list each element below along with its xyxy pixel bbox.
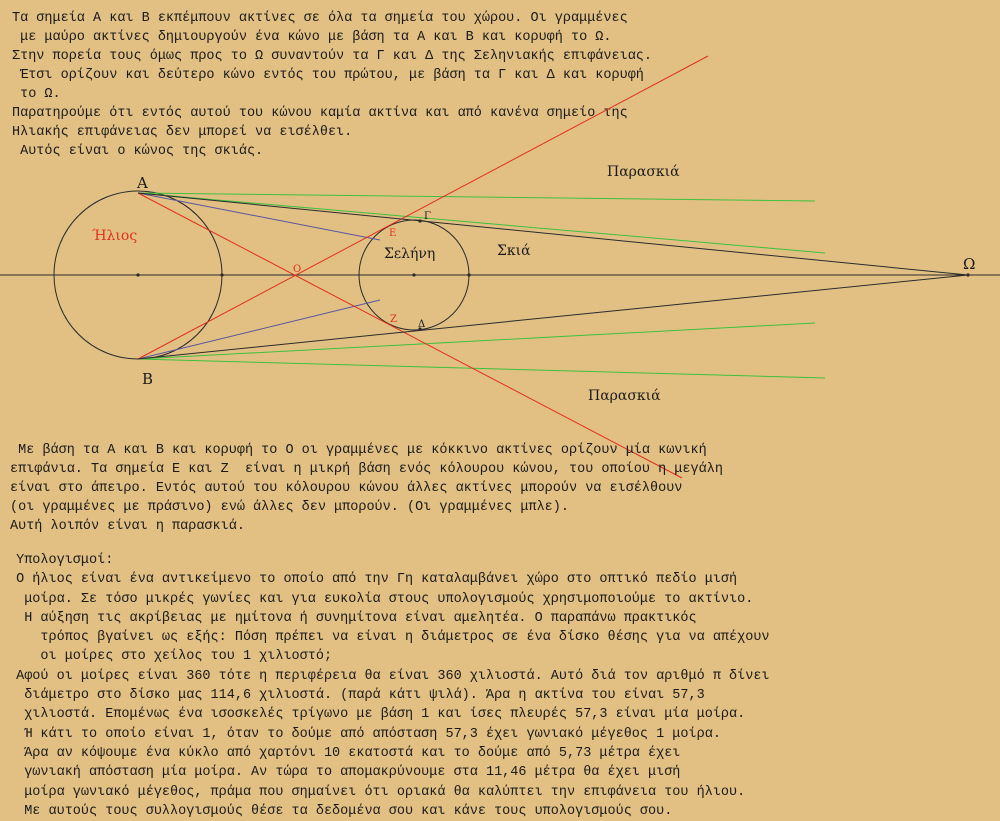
point-center-moon xyxy=(412,273,415,276)
red-ray-b xyxy=(138,56,708,359)
label-penumbra-top: Παρασκιά xyxy=(607,164,680,180)
point-moon-edge xyxy=(467,273,470,276)
label-delta: Δ xyxy=(418,319,426,330)
point-sun-edge xyxy=(220,273,223,276)
black-ray-bottom xyxy=(138,275,968,359)
green-ray-bottom xyxy=(138,323,815,359)
label-E: Ε xyxy=(389,228,397,239)
point-omega xyxy=(966,273,969,276)
label-A: Α xyxy=(137,174,148,192)
label-gamma: Γ xyxy=(424,211,431,222)
point-gamma xyxy=(418,219,421,222)
green-ray-upper xyxy=(138,193,825,253)
label-omega: Ω xyxy=(963,255,976,273)
label-moon: Σελήνη xyxy=(384,246,436,262)
label-O: Ο xyxy=(293,264,302,275)
calculations-paragraph: Υπολογισμοί: Ο ήλιος είναι ένα αντικείμενο το οποίο από την Γη καταλαμβάνει χώρο στο οπτικό πεδίο μισή μοίρα. Σε τόσο μικρές γωνίες και για ευκολία στους υπολογισμούς χρησιμοποιούμε το ακτίνιο. Η αύξηση τις ακρίβειας με ημίτονα ή συνημίτονα είναι αμελητέα. Ο παραπάνω πρακτικός τρόπος βγαίνει ως εξής: Πόση πρέπει να είναι η διάμετρος σε ένα δίσκο θέσης για να απέχουν οι μοίρες στο χείλος του 1 χιλιοστό; Αφού οι μοίρες είναι 360 τότε η περιφέρεια θα είναι 360 χιλιοστά. Αυτό διά τον αριθμό π δίνει διάμετρο στο δίσκο μας 114,6 χιλιοστά. (παρά κάτι ψιλά). Άρα η ακτίνα του είναι 57,3 χιλιοστά. Επομένως ένα ισοσκελές τρίγωνο με βάση 1 και ίσες πλευρές 57,3 είναι μία μοίρα. Ή κάτι το οποίο είναι 1, όταν το δούμε από απόσταση 57,3 έχει γωνιακό μέγεθος 1 μοίρα. Άρα αν κόψουμε ένα κύκλο από χαρτόνι 10 εκατοστά και το δούμε από 5,73 μέτρα έχει γωνιακή απόσταση μία μοίρα. Αν τώρα το απομακρύνουμε στα 11,46 μέτρα θα έχει μισή μοίρα γωνιακό μέγεθος, πράμα που σημαίνει ότι οριακά θα καλύπτει την επιφάνεια του ήλιου. Με αυτούς τους συλλογισμούς θέσε τα δεδομένα σου και κάνε τους υπολογισμούς σου. xyxy=(16,553,770,819)
green-ray-top xyxy=(138,193,815,201)
blue-ray-bottom xyxy=(138,300,380,359)
red-ray-a xyxy=(138,193,682,478)
label-umbra: Σκιά xyxy=(497,243,531,259)
blue-ray-top xyxy=(138,193,380,240)
label-penumbra-bottom: Παρασκιά xyxy=(588,388,661,404)
label-sun: Ήλιος xyxy=(92,228,138,244)
green-ray-lower xyxy=(138,359,825,378)
label-B: Β xyxy=(142,370,154,388)
black-ray-top xyxy=(138,193,968,275)
intro-paragraph: Τα σημεία Α και Β εκπέμπουν ακτίνες σε όλα τα σημεία του χώρου. Οι γραμμένες με μαύρο ακτίνες δημιουργούν ένα κώνο με βάση τα Α και Β και κορυφή το Ω. Στην πορεία τους όμως προς το Ω συναντούν τα Γ και Δ της Σεληνιακής επιφάνειας. Έτσι ορίζουν και δεύτερο κώνο εντός του πρώτου, με βάση τα Γ και Δ και κορυφή το Ω. Παρατηρούμε ότι εντός αυτού του κώνου καμία ακτίνα και από κανένα σημείο της Ηλιακής επιφάνειας δεν μπορεί να εισέλθει. Αυτός είναι ο κώνος της σκιάς. xyxy=(12,11,653,159)
point-center-sun xyxy=(136,273,139,276)
label-Z: Ζ xyxy=(390,314,397,325)
penumbra-paragraph: Με βάση τα Α και Β και κορυφή το Ο οι γραμμένες με κόκκινο ακτίνες ορίζουν μία κωνική επιφάνια. Τα σημεία Ε και Ζ είναι η μικρή βάση ενός κόλουρου κώνου, του οποίου η μεγάλη είναι στο άπειρο. Εντός αυτού του κόλουρου κώνου άλλες ακτίνες μπορούν να εισέλθουν (οι γραμμένες με πράσινο) ενώ άλλες δεν μπορούν. (Οι γραμμένες μπλε). Αυτή λοιπόν είναι η παρασκιά. xyxy=(10,443,723,534)
